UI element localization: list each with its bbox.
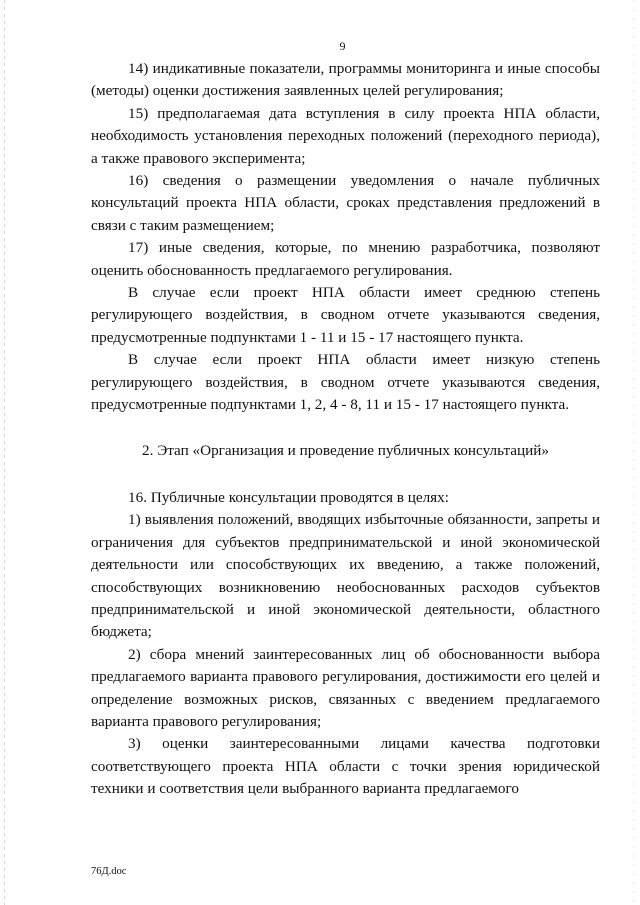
paragraph-item-15: 15) предполагаемая дата вступления в силу проекта НПА области, необходимость установления переходных положений (переходного периода), а также правового эксперимента; xyxy=(91,104,600,167)
paragraph-public-consultations: 16. Публичные консультации проводятся в целях: xyxy=(128,488,449,506)
scan-edge-left xyxy=(4,0,5,905)
paragraph-goal-1: 1) выявления положений, вводящих избыточные обязанности, запреты и ограничения для субъектов предпринимательской и иной экономической деятельности или способствующих их введению, а также положений, способствующих возникновению необоснованных расходов субъектов предпринимательской и иной экономической деятельности, областного бюджета; xyxy=(91,511,600,641)
footer-filename: 76Д.doc xyxy=(91,866,127,877)
scan-edge-right xyxy=(633,0,634,905)
document-body xyxy=(91,58,600,801)
paragraph-item-14: 14) индикативные показатели, программы мониторинга и иные способы (методы) оценки достижения заявленных целей регулирования; xyxy=(91,60,600,100)
paragraph-low-impact: В случае если проект НПА области имеет низкую степень регулирующего воздействия, в сводном отчете указываются сведения, предусмотренные подпунктами 1, 2, 4 - 8, 11 и 15 - 17 настоящего пункта. xyxy=(91,351,600,414)
section-heading: 2. Этап «Организация и проведение публичных консультаций» xyxy=(142,441,549,459)
paragraph-item-16: 16) сведения о размещении уведомления о начале публичных консультаций проекта НПА области, сроках представления предложений в связи с таким размещением; xyxy=(91,172,600,234)
paragraph-goal-3: 3) оценки заинтересованными лицами качества подготовки соответствующего проекта НПА области с точки зрения юридической техники и соответствия цели выбранного варианта предлагаемого xyxy=(91,735,600,798)
paragraph-goal-2: 2) сбора мнений заинтересованных лиц об обоснованности выбора предлагаемого варианта правового регулирования, достижимости его целей и определение возможных рисков, связанных с введением предлагаемого варианта правового регулирования; xyxy=(91,645,600,730)
paragraph-item-17: 17) иные сведения, которые, по мнению разработчика, позволяют оценить обоснованность предлагаемого регулирования. xyxy=(91,239,600,279)
page-number: 9 xyxy=(339,39,346,53)
paragraph-medium-impact: В случае если проект НПА области имеет среднюю степень регулирующего воздействия, в сводном отчете указываются сведения, предусмотренные подпунктами 1 - 11 и 15 - 17 настоящего пункта. xyxy=(91,284,600,346)
